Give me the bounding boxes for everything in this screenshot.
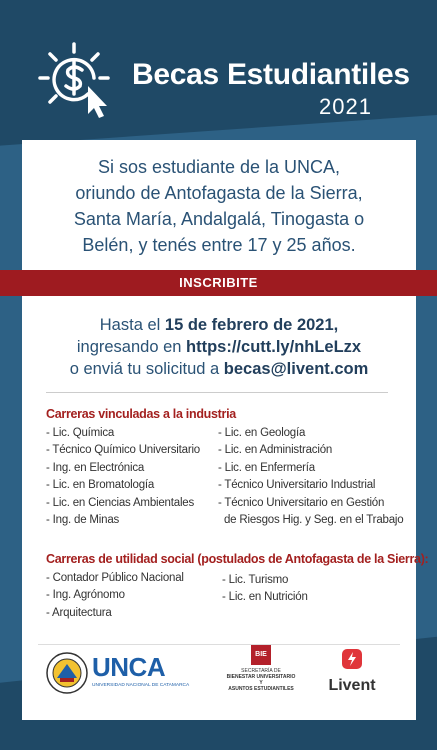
list-item: - Técnico Universitario en Gestión <box>218 496 385 509</box>
list-item: - Lic. en Ciencias Ambientales <box>46 496 195 509</box>
livent-logo <box>322 648 382 698</box>
list-item: - Técnico Químico Universitario <box>46 444 200 457</box>
page-year: 2021 <box>319 94 372 119</box>
intro-text <box>22 154 416 258</box>
social-list-left <box>46 570 184 622</box>
list-item: - Ing. en Electrónica <box>46 461 145 474</box>
bie-line: ASUNTOS ESTUDIANTILES <box>228 686 294 692</box>
intro-line: Santa María, Andalgalá, Tinogasta o <box>73 209 365 229</box>
list-item: - Lic. Turismo <box>222 574 289 586</box>
page-title: Becas Estudiantiles <box>132 58 410 91</box>
deadline-text <box>22 314 416 380</box>
industry-list-left <box>46 425 200 529</box>
unca-seal-icon <box>46 652 88 694</box>
email-prefix: o enviá tu solicitud a <box>69 360 224 378</box>
list-item: de Riesgos Hig. y Seg. en el Trabajo <box>218 514 404 527</box>
unca-subtitle: UNIVERSIDAD NACIONAL DE CATAMARCA <box>92 683 190 688</box>
footer-divider <box>38 644 400 645</box>
social-title: Carreras de utilidad social (postulados de Antofagasta de la Sierra): <box>46 552 429 566</box>
unca-logo <box>46 652 232 698</box>
email-link[interactable]: becas@livent.com <box>223 360 369 378</box>
list-item: - Lic. en Geología <box>218 427 306 439</box>
inscribite-banner[interactable] <box>0 270 437 296</box>
industry-list-right <box>218 425 403 529</box>
bie-line: BIENESTAR UNIVERSITARIO Y <box>226 674 296 686</box>
list-item: - Contador Público Nacional <box>46 572 184 584</box>
list-item: - Arquitectura <box>46 606 112 619</box>
inscribite-label: INSCRIBITE <box>179 275 258 290</box>
bie-logo <box>226 645 296 705</box>
list-item: - Ing. Agrónomo <box>46 589 125 602</box>
signup-prefix: ingresando en <box>76 338 187 356</box>
bie-line: SECRETARÍA DE <box>241 668 281 674</box>
bie-mark: BIE <box>251 645 271 665</box>
list-item: - Lic. Química <box>46 427 115 439</box>
livent-bolt-icon <box>341 648 363 670</box>
intro-line: oriundo de Antofagasta de la Sierra, <box>75 183 363 203</box>
list-item: - Lic. en Nutrición <box>222 591 308 604</box>
bie-caption <box>226 668 296 692</box>
intro-line: Belén, y tenés entre 17 y 25 años. <box>82 235 356 255</box>
list-item: - Lic. en Enfermería <box>218 461 315 474</box>
list-item: - Técnico Universitario Industrial <box>218 479 376 492</box>
divider <box>46 392 388 393</box>
livent-wordmark: Livent <box>328 677 376 694</box>
list-item: - Ing. de Minas <box>46 514 120 527</box>
list-item: - Lic. en Administración <box>218 444 333 457</box>
signup-link[interactable]: https://cutt.ly/nhLeLzx <box>186 338 362 356</box>
list-item: - Lic. en Bromatología <box>46 479 155 492</box>
deadline-date: 15 de febrero de 2021, <box>164 316 339 334</box>
intro-line: Si sos estudiante de la UNCA, <box>97 157 341 177</box>
industry-title: Carreras vinculadas a la industria <box>46 407 236 421</box>
header <box>0 0 437 140</box>
deadline-prefix: Hasta el <box>99 316 165 334</box>
unca-wordmark: UNCA <box>92 652 166 682</box>
social-list-right <box>222 572 308 607</box>
